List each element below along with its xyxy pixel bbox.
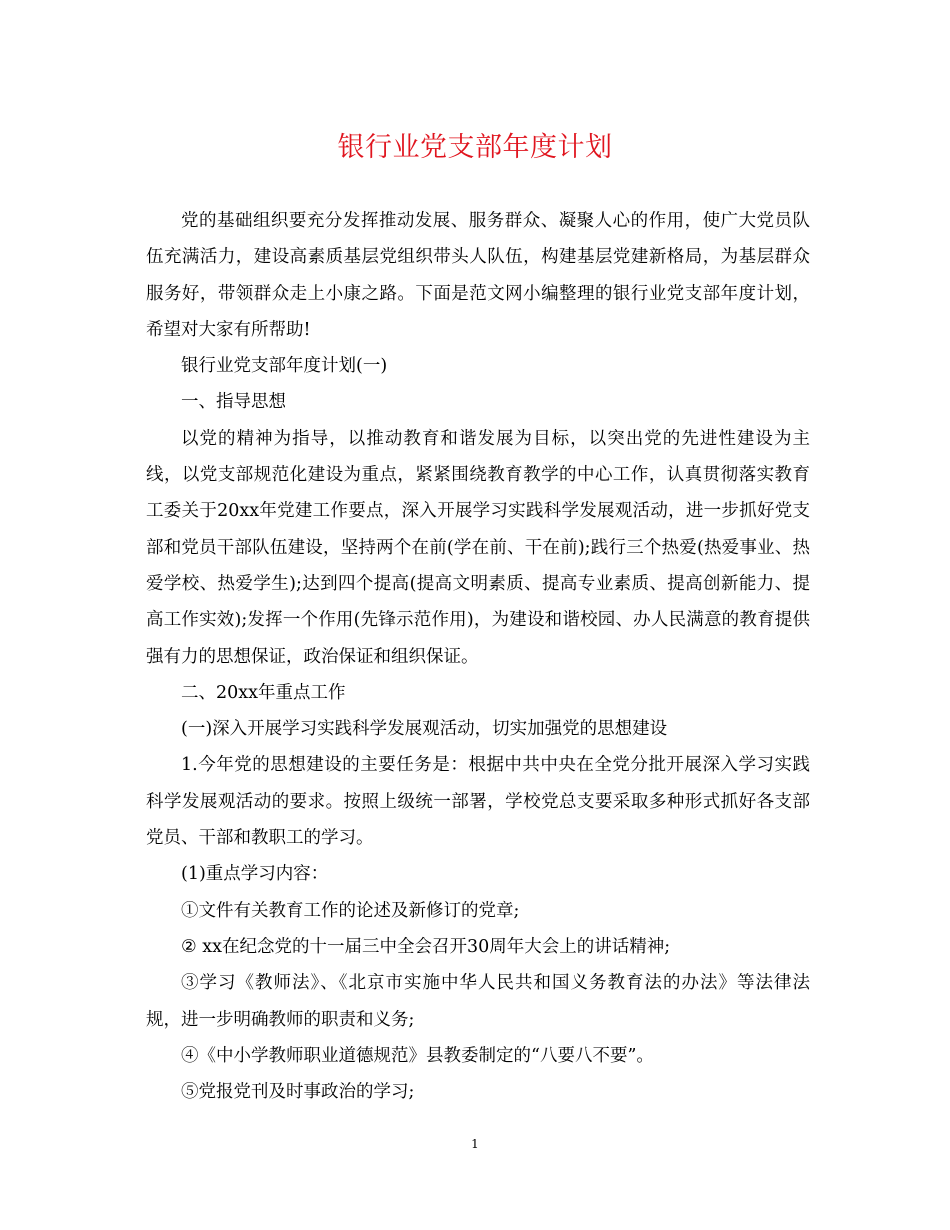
section-heading-plan-one: 银行业党支部年度计划(一) <box>181 356 388 377</box>
section-heading-key-work: 二、20xx年重点工作 <box>181 682 346 703</box>
guiding-ideology-paragraph: 以党的精神为指导，以推动教育和谐发展为目标，以突出党的先进性建设为主线，以党支部规范化建设为重点，紧紧围绕教育教学的中心工作，认真贯彻落实教育工委关于20xx年党建工作要点，深入开展学习实践科学发展观活动，进一步抓好党支部和党员干部队伍建设，坚持两个在前(学在前、干在前);践行三个热爱(热爱事业、热爱学校、热爱学生);达到四个提高(提高文明素质、提高专业素质、提高创新能力、提高工作实效);发挥一个作用(先锋示范作用)，为建设和谐校园、办人民满意的教育提供强有力的思想保证，政治保证和组织保证。 <box>146 428 810 667</box>
study-item-5: ⑤党报党刊及时事政治的学习; <box>181 1082 415 1103</box>
study-item-2: ② xx在纪念党的十一届三中全会召开30周年大会上的讲话精神; <box>181 936 671 957</box>
study-item-1: ①文件有关教育工作的论述及新修订的党章; <box>181 900 520 921</box>
document-title: 银行业党支部年度计划 <box>337 132 613 163</box>
subsection-heading-study-practice: (一)深入开展学习实践科学发展观活动，切实加强党的思想建设 <box>181 719 668 740</box>
intro-paragraph: 党的基础组织要充分发挥推动发展、服务群众、凝聚人心的作用，使广大党员队伍充满活力，建设高素质基层党组织带头人队伍，构建基层党建新格局，为基层群众服务好，带领群众走上小康之路。下面是范文网小编整理的银行业党支部年度计划，希望对大家有所帮助! <box>146 211 810 340</box>
study-item-4: ④《中小学教师职业道德规范》县教委制定的“八要八不要”。 <box>181 1045 654 1066</box>
study-content-heading: (1)重点学习内容： <box>181 864 329 885</box>
section-heading-guiding-ideology: 一、指导思想 <box>181 392 286 413</box>
study-item-3: ③学习《教师法》、《北京市实施中华人民共和国义务教育法的办法》等法律法规，进一步明确教师的职责和义务; <box>146 973 810 1030</box>
document-body <box>146 203 810 1110</box>
page-number: 1 <box>471 1137 479 1151</box>
task-paragraph: 1.今年党的思想建设的主要任务是：根据中共中央在全党分批开展深入学习实践科学发展观活动的要求。按照上级统一部署，学校党总支要采取多种形式抓好各支部党员、干部和教职工的学习。 <box>146 755 810 849</box>
